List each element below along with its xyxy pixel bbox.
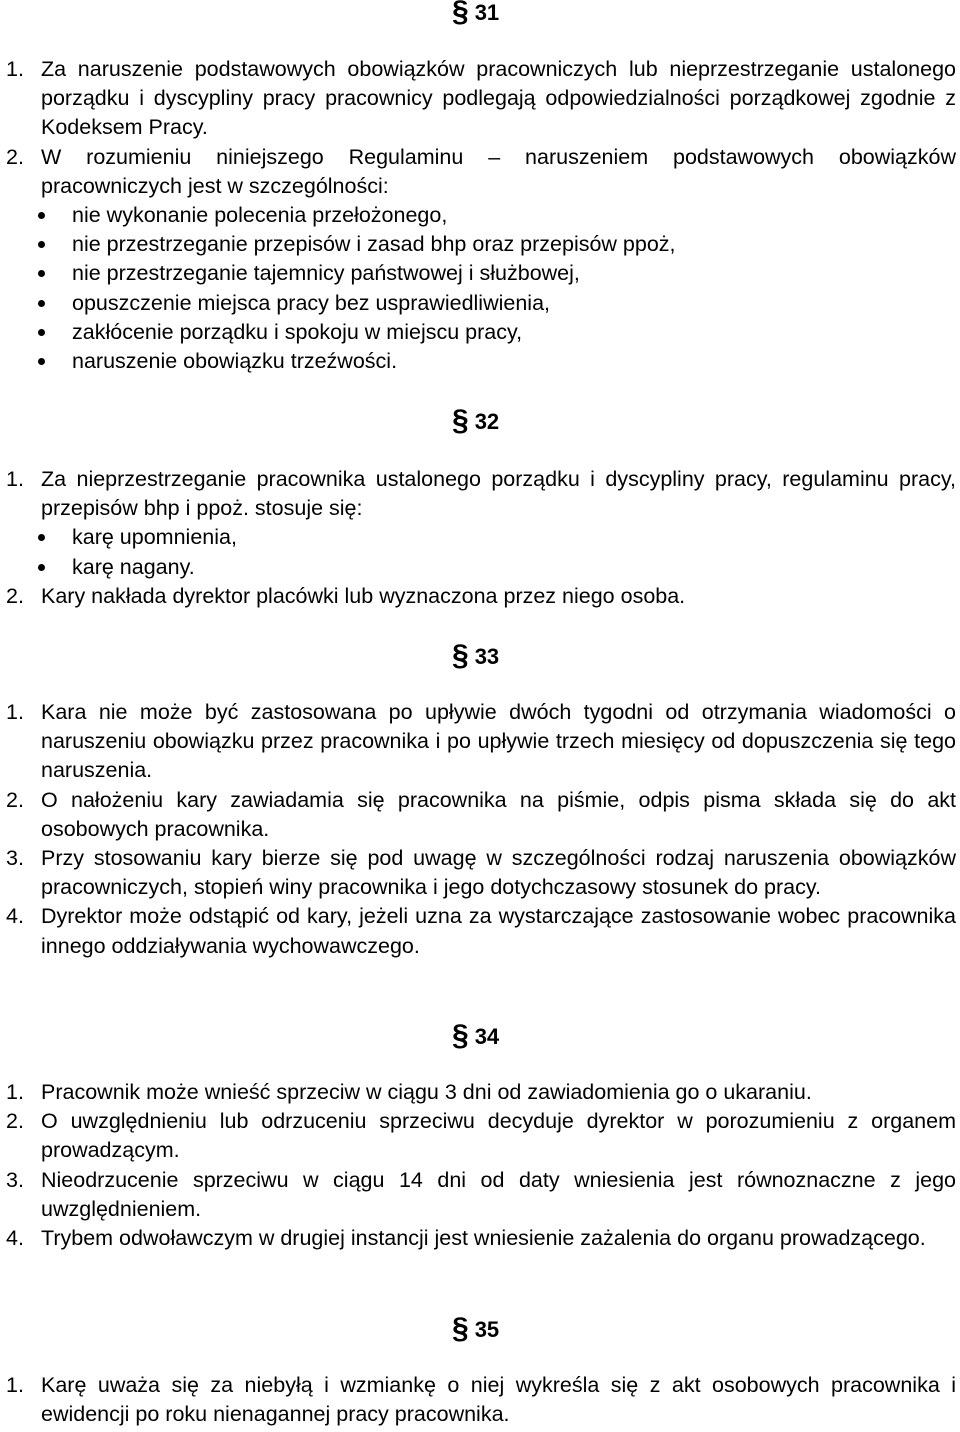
item-number: 1. (6, 700, 24, 724)
item-text: Za naruszenie podstawowych obowiązków pracowniczych lub nieprzestrzeganie ustalonego porządku i dyscypliny pracy pracownicy podlegają odpowiedzialności porządkowej zgodnie z Kodeksem Pracy. (41, 57, 956, 140)
section-sign: § (452, 639, 469, 672)
item-text: Kara nie może być zastosowana po upływie dwóch tygodni od otrzymania wiadomości o naruszeniu obowiązku przez pracownika i po upływie trzech miesięcy od dopuszczenia się tego naruszenia. (41, 700, 956, 783)
item-text: W rozumieniu niniejszego Regulaminu – naruszeniem podstawowych obowiązków pracowniczych jest w szczególności: (41, 144, 956, 198)
paragraph-item (6, 55, 956, 143)
section-heading-33 (452, 640, 499, 671)
item-number: 1. (6, 1080, 24, 1104)
list-item: nie wykonanie polecenia przełożonego, (6, 201, 956, 230)
list-item: nie przestrzeganie przepisów i zasad bhp oraz przepisów ppoż, (6, 230, 956, 259)
section-sign: § (452, 1019, 469, 1052)
list-item: opuszczenie miejsca pracy bez usprawiedliwienia, (6, 289, 956, 318)
section-35-body (6, 1371, 956, 1429)
item-number: 3. (6, 846, 24, 871)
paragraph-item (6, 143, 956, 201)
item-number: 4. (6, 1226, 24, 1251)
item-text: Pracownik może wnieść sprzeciw w ciągu 3 dni od zawiadomienia go o ukaraniu. (41, 1080, 812, 1104)
section-number: 35 (474, 1317, 500, 1342)
item-number: 2. (6, 144, 24, 169)
paragraph-item (6, 786, 956, 844)
list-item: nie przestrzeganie tajemnicy państwowej i służbowej, (6, 259, 956, 288)
paragraph-item (6, 582, 956, 611)
section-33-body (6, 698, 956, 961)
paragraph-item (6, 1166, 956, 1224)
item-number: 1. (6, 57, 24, 81)
section-32-body (6, 465, 956, 611)
paragraph-item (6, 465, 956, 523)
paragraph-item (6, 1224, 956, 1253)
section-heading-35 (452, 1313, 499, 1344)
item-text: Karę uważa się za niebyłą i wzmiankę o niej wykreśla się z akt osobowych pracownika i ewidencji po roku nienagannej pracy pracownika. (41, 1373, 956, 1427)
item-number: 4. (6, 904, 24, 929)
item-text: O nałożeniu kary zawiadamia się pracownika na piśmie, odpis pisma składa się do akt osobowych pracownika. (41, 787, 956, 841)
paragraph-item (6, 1371, 956, 1429)
paragraph-item (6, 1078, 956, 1107)
item-number: 2. (6, 787, 24, 812)
paragraph-item (6, 1107, 956, 1165)
section-sign: § (452, 0, 469, 28)
list-item: karę nagany. (6, 553, 956, 582)
paragraph-item (6, 844, 956, 902)
section-heading-32 (452, 405, 499, 436)
section-31-body (6, 55, 956, 376)
item-text: O uwzględnieniu lub odrzuceniu sprzeciwu decyduje dyrektor w porozumieniu z organem prowadzącym. (41, 1109, 956, 1163)
section-sign: § (452, 1312, 469, 1345)
section-number: 32 (474, 409, 500, 434)
section-heading-31 (452, 0, 499, 27)
paragraph-item (6, 902, 956, 960)
item-text: Za nieprzestrzeganie pracownika ustalonego porządku i dyscypliny pracy, regulaminu pracy, przepisów bhp i ppoż. stosuje się: (41, 467, 956, 521)
item-number: 2. (6, 583, 24, 608)
item-text: Dyrektor może odstąpić od kary, jeżeli uzna za wystarczające zastosowanie wobec pracownika innego oddziaływania wychowawczego. (41, 904, 956, 958)
list-item: karę upomnienia, (6, 523, 956, 552)
item-number: 2. (6, 1109, 24, 1134)
item-number: 1. (6, 467, 24, 491)
item-text: Kary nakłada dyrektor placówki lub wyznaczona przez niego osoba. (41, 583, 686, 608)
bullet-list (6, 201, 956, 376)
list-item: naruszenie obowiązku trzeźwości. (6, 347, 956, 376)
paragraph-item (6, 698, 956, 786)
item-text: Przy stosowaniu kary bierze się pod uwagę w szczególności rodzaj naruszenia obowiązków pracowniczych, stopień winy pracownika i jego dotychczasowy stosunek do pracy. (41, 846, 956, 900)
section-number: 33 (474, 644, 500, 669)
section-heading-34 (452, 1020, 499, 1051)
item-number: 3. (6, 1167, 24, 1192)
item-number: 1. (6, 1373, 24, 1397)
bullet-list (6, 523, 956, 581)
item-text: Nieodrzucenie sprzeciwu w ciągu 14 dni od daty wniesienia jest równoznaczne z jego uwzględnieniem. (41, 1167, 956, 1221)
item-text: Trybem odwoławczym w drugiej instancji jest wniesienie zażalenia do organu prowadzącego. (41, 1226, 926, 1251)
section-sign: § (452, 404, 469, 437)
list-item: zakłócenie porządku i spokoju w miejscu pracy, (6, 318, 956, 347)
section-34-body (6, 1078, 956, 1253)
section-number: 34 (474, 1024, 500, 1049)
section-number: 31 (474, 0, 500, 25)
